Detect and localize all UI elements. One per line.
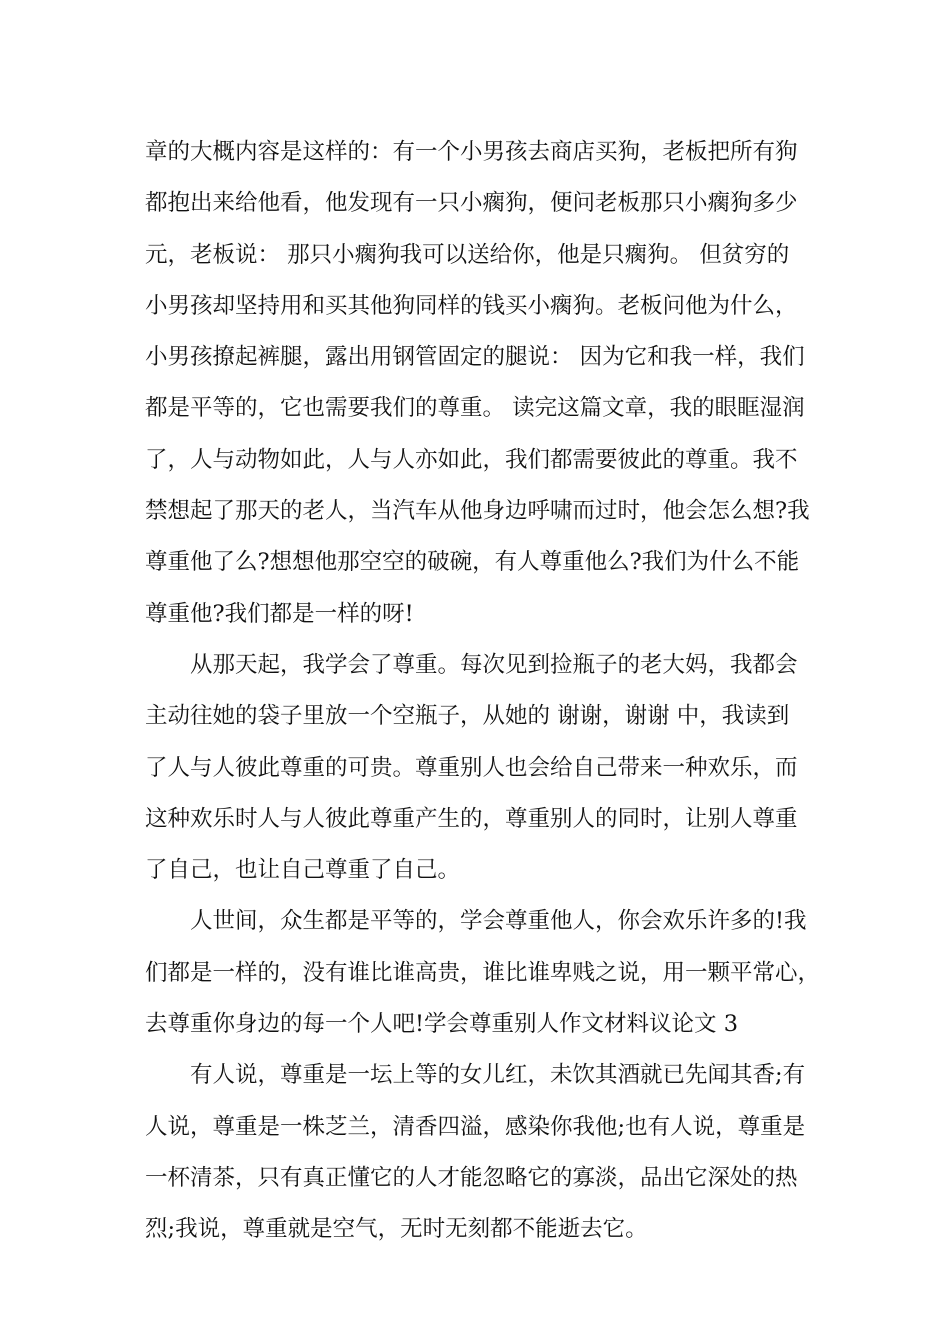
text-line: 们都是一样的，没有谁比谁高贵，谁比谁卑贱之说，用一颗平常心， — [145, 959, 821, 986]
text-line: 主动往她的袋子里放一个空瓶子，从她的 谢谢，谢谢 中，我读到 — [145, 703, 790, 730]
text-line: 元，老板说： 那只小瘸狗我可以送给你，他是只瘸狗。 但贫穷的 — [145, 241, 790, 268]
text-line: 去尊重你身边的每一个人吧!学会尊重别人作文材料议论文 3 — [145, 1011, 739, 1038]
text-line: 了人与人彼此尊重的可贵。尊重别人也会给自己带来一种欢乐，而 — [145, 754, 798, 781]
text-line: 这种欢乐时人与人彼此尊重产生的，尊重别人的同时，让别人尊重 — [145, 805, 798, 832]
text-line: 了，人与动物如此，人与人亦如此，我们都需要彼此的尊重。我不 — [145, 446, 798, 473]
paragraph-first-line: 人世间，众生都是平等的，学会尊重他人，你会欢乐许多的!我 — [190, 908, 807, 935]
text-line: 尊重他了么?想想他那空空的破碗，有人尊重他么?我们为什么不能 — [145, 549, 800, 576]
text-line: 都抱出来给他看，他发现有一只小瘸狗，便问老板那只小瘸狗多少 — [145, 190, 798, 217]
document-body — [145, 133, 835, 1262]
paragraph-first-line: 有人说，尊重是一坛上等的女儿红，未饮其酒就已先闻其香;有 — [190, 1062, 806, 1089]
paragraph-first-line: 从那天起，我学会了尊重。每次见到捡瓶子的老大妈，我都会 — [190, 651, 798, 678]
text-line: 烈;我说，尊重就是空气，无时无刻都不能逝去它。 — [145, 1216, 648, 1243]
text-line: 小男孩却坚持用和买其他狗同样的钱买小瘸狗。老板问他为什么， — [145, 292, 798, 319]
text-line: 章的大概内容是这样的：有一个小男孩去商店买狗，老板把所有狗 — [145, 139, 798, 165]
text-line: 都是平等的，它也需要我们的尊重。 读完这篇文章，我的眼眶湿润 — [145, 395, 805, 422]
text-line: 小男孩撩起裤腿，露出用钢管固定的腿说： 因为它和我一样，我们 — [145, 344, 805, 371]
text-line: 禁想起了那天的老人，当汽车从他身边呼啸而过时，他会怎么想?我 — [145, 498, 810, 525]
text-line: 尊重他?我们都是一样的呀! — [145, 600, 414, 627]
text-line: 人说，尊重是一株芝兰，清香四溢，感染你我他;也有人说，尊重是 — [145, 1113, 806, 1140]
text-line: 一杯清茶，只有真正懂它的人才能忽略它的寡淡，品出它深处的热 — [145, 1164, 798, 1191]
text-line: 了自己，也让自己尊重了自己。 — [145, 857, 461, 884]
